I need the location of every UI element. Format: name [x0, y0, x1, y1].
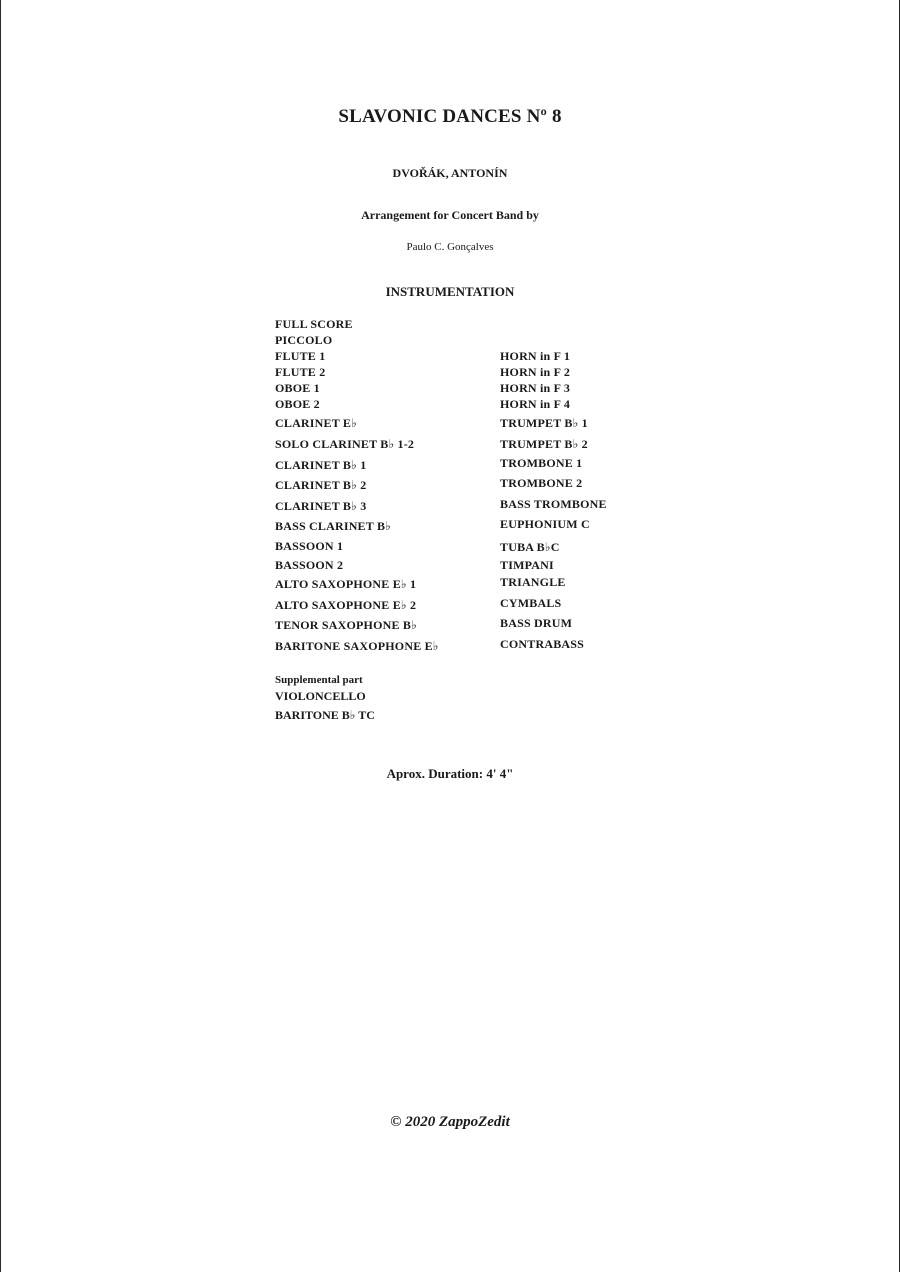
duration-text: Aprox. Duration: 4' 4": [386, 766, 514, 781]
instrument-item: HORN in F 4: [500, 397, 571, 411]
instrument-item: CLARINET B♭ 2: [275, 478, 367, 492]
instrument-item: TUBA B♭C: [500, 540, 560, 554]
instrument-item: ALTO SAXOPHONE E♭ 1: [275, 577, 417, 591]
supplemental-heading: Supplemental part: [275, 674, 363, 686]
instrument-item: HORN in F 2: [500, 365, 571, 379]
instrument-item: FLUTE 1: [275, 349, 326, 363]
instrument-item: PICCOLO: [275, 333, 333, 347]
instrument-item: EUPHONIUM C: [500, 517, 590, 531]
instrument-item: TENOR SAXOPHONE B♭: [275, 618, 417, 632]
instrument-item: HORN in F 3: [500, 381, 571, 395]
instrument-item: BASSOON 1: [275, 539, 344, 553]
instrument-item: TROMBONE 2: [500, 476, 583, 490]
supplemental-item: VIOLONCELLO: [275, 689, 366, 703]
supplemental-item: BARITONE B♭ TC: [275, 708, 375, 722]
arranger-name: Paulo C. Gonçalves: [406, 241, 494, 253]
instrument-item: ALTO SAXOPHONE E♭ 2: [275, 598, 417, 612]
instrument-item: FULL SCORE: [275, 317, 353, 331]
instrumentation-heading: INSTRUMENTATION: [385, 284, 515, 299]
instrument-item: TROMBONE 1: [500, 456, 583, 470]
instrument-item: TIMPANI: [500, 558, 554, 572]
page-border-left: [0, 0, 1, 1272]
instrument-item: OBOE 2: [275, 397, 320, 411]
instrument-item: TRIANGLE: [500, 575, 566, 589]
composer-name: DVOŘÁK, ANTONÍN: [392, 166, 508, 180]
instrument-item: BASS CLARINET B♭: [275, 519, 392, 533]
instrument-item: TRUMPET B♭ 2: [500, 437, 588, 451]
instrument-item: BASSOON 2: [275, 558, 344, 572]
instrument-item: HORN in F 1: [500, 349, 571, 363]
copyright-text: © 2020 ZappoZedit: [390, 1114, 510, 1130]
page-title: SLAVONIC DANCES Nº 8: [338, 106, 562, 127]
instrument-item: SOLO CLARINET B♭ 1-2: [275, 437, 415, 451]
instrument-item: TRUMPET B♭ 1: [500, 416, 588, 430]
instrument-item: BASS DRUM: [500, 616, 573, 630]
instrument-item: BASS TROMBONE: [500, 497, 607, 511]
arrangement-line: Arrangement for Concert Band by: [361, 208, 539, 222]
instrument-item: CONTRABASS: [500, 637, 585, 651]
instrument-item: CLARINET E♭: [275, 416, 357, 430]
instrument-item: FLUTE 2: [275, 365, 326, 379]
instrument-item: CYMBALS: [500, 596, 562, 610]
instrument-item: CLARINET B♭ 3: [275, 499, 367, 513]
instrument-item: BARITONE SAXOPHONE E♭: [275, 639, 439, 653]
instrument-item: OBOE 1: [275, 381, 320, 395]
instrument-item: CLARINET B♭ 1: [275, 458, 367, 472]
